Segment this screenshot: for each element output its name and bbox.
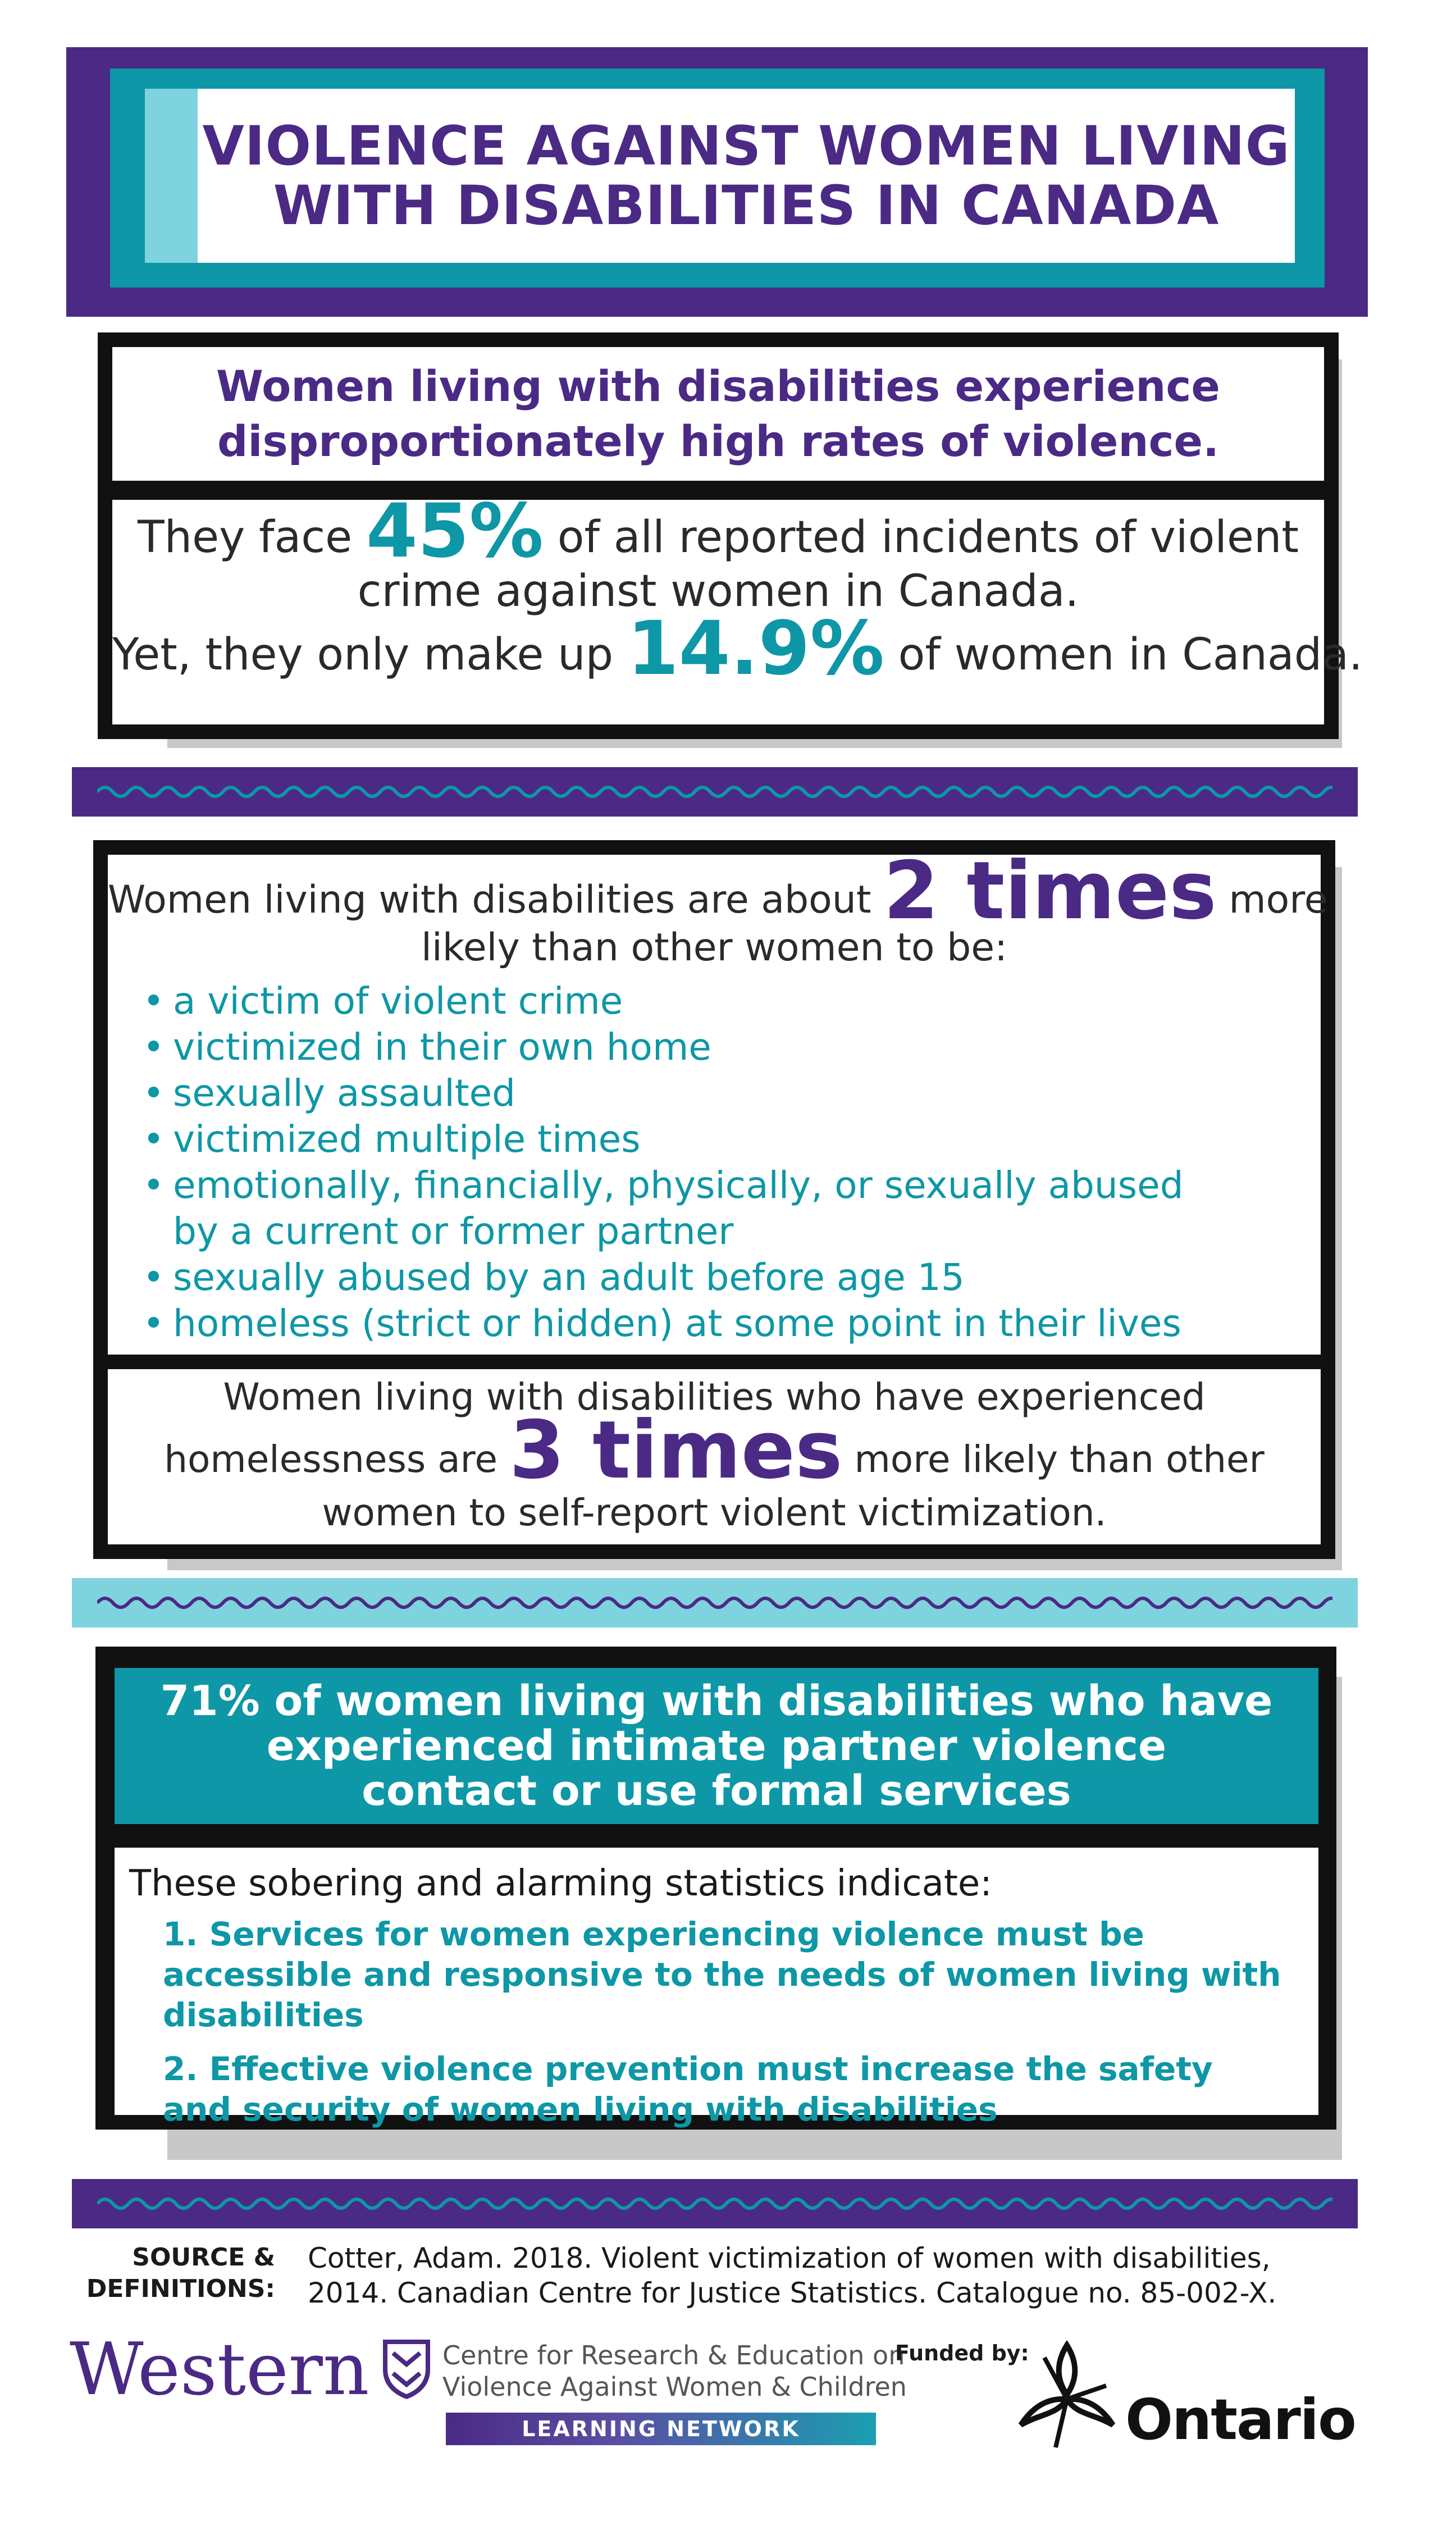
box3-heading-panel <box>115 1668 1318 1824</box>
box1-heading-line-2: disproportionately high rates of violence. <box>217 416 1219 466</box>
source-label-line-1: SOURCE & <box>132 2243 275 2272</box>
page-title-line-1: VIOLENCE AGAINST WOMEN LIVING <box>202 115 1290 177</box>
centre-name <box>442 2340 907 2403</box>
box1-heading-line-1: Women living with disabilities experience <box>216 361 1220 411</box>
box3-body-panel <box>115 1848 1318 2128</box>
source-label <box>62 2242 275 2305</box>
box1-line-3 <box>112 605 1363 692</box>
trillium-icon <box>1011 2341 1123 2453</box>
box3-intro: These sobering and alarming statistics indicate: <box>129 1863 992 1904</box>
title-panel <box>198 89 1295 263</box>
source-citation-line-1: Cotter, Adam. 2018. Violent victimization of women with disabilities, <box>308 2242 1271 2274</box>
funded-by-label: Funded by: <box>895 2341 1029 2365</box>
box2-intro-text-end: more <box>1229 878 1328 922</box>
box2-homeless-panel <box>108 1369 1321 1544</box>
homeless-line-1: Women living with disabilities who have experienced <box>223 1375 1206 1419</box>
box1-line-3-text-end: of women in Canada. <box>898 630 1363 680</box>
wave-divider-icon <box>97 1592 1332 1614</box>
recommendation-2: 2. Effective violence prevention must increase the safety and security of women living with disabilities <box>163 2050 1213 2128</box>
box3-heading <box>161 1679 1273 1813</box>
box1-line-1 <box>112 488 1324 575</box>
list-item: • victimized multiple times <box>143 1116 1266 1163</box>
list-item: • a victim of violent crime <box>143 978 1266 1024</box>
box3-heading-line-3: contact or use formal services <box>362 1767 1071 1815</box>
stat-45-percent: 45% <box>366 488 544 575</box>
homeless-line-2-text: homelessness are <box>164 1438 497 1481</box>
list-item: • victimized in their own home <box>143 1024 1266 1070</box>
box2-intro-text: Women living with disabilities are about <box>108 878 871 922</box>
box1-line-1-text: They face <box>138 512 353 563</box>
source-citation <box>308 2241 1420 2310</box>
stat-14-9-percent: 14.9% <box>627 605 884 692</box>
stat-3-times: 3 times <box>509 1404 843 1497</box>
divider-purple-1 <box>72 767 1358 817</box>
ontario-logo: Ontario <box>1125 2387 1355 2452</box>
stat-2-times: 2 times <box>883 845 1217 937</box>
page-title <box>202 116 1290 235</box>
box2-list-panel <box>108 845 1328 1355</box>
homeless-line-3: women to self-report violent victimization. <box>322 1491 1107 1534</box>
title-banner-accent <box>145 89 198 263</box>
source-label-line-2: DEFINITIONS: <box>86 2274 275 2303</box>
box2-intro-line-2: likely than other women to be: <box>421 926 1008 970</box>
box1-line-3-text: Yet, they only make up <box>112 630 614 680</box>
box3-heading-line-2: experienced intimate partner violence <box>266 1722 1167 1770</box>
box1-body-panel <box>112 488 1363 724</box>
wave-divider-icon <box>97 781 1332 803</box>
source-citation-line-2: 2014. Canadian Centre for Justice Statistics. Catalogue no. 85-002-X. <box>308 2277 1277 2309</box>
recommendation-1: 1. Services for women experiencing violence must be accessible and responsive to the needs of women living with disabilities <box>163 1915 1281 2034</box>
box1-heading-panel <box>112 347 1324 481</box>
divider-purple-2 <box>72 2179 1358 2228</box>
wave-divider-icon <box>97 2192 1332 2215</box>
homeless-line-2-text-end: more likely than other <box>854 1438 1265 1481</box>
homeless-line-2 <box>108 1404 1321 1497</box>
box1-heading <box>216 359 1220 469</box>
risk-list <box>143 978 1266 1347</box>
box3-heading-line-1: 71% of women living with disabilities who have <box>160 1677 1273 1725</box>
page-title-line-2: WITH DISABILITIES IN CANADA <box>273 174 1220 237</box>
list-item: • sexually assaulted <box>143 1070 1266 1116</box>
box2-intro-line-1 <box>108 845 1328 937</box>
learning-network-badge: LEARNING NETWORK <box>446 2413 876 2445</box>
centre-name-line-1: Centre for Research & Education on <box>442 2340 905 2370</box>
box1-line-2: crime against women in Canada. <box>357 566 1079 617</box>
list-item: • sexually abused by an adult before age 15 <box>143 1255 1266 1301</box>
centre-name-line-2: Violence Against Women & Children <box>442 2372 907 2402</box>
list-item: • homeless (strict or hidden) at some point in their lives <box>143 1301 1266 1347</box>
box1-line-1-text-end: of all reported incidents of violent <box>557 512 1299 563</box>
crest-icon <box>380 2336 433 2401</box>
divider-teal <box>72 1578 1358 1628</box>
western-logo: Western <box>70 2328 369 2411</box>
list-item: • emotionally, financially, physically, or sexually abused by a current or former partner <box>143 1163 1229 1255</box>
